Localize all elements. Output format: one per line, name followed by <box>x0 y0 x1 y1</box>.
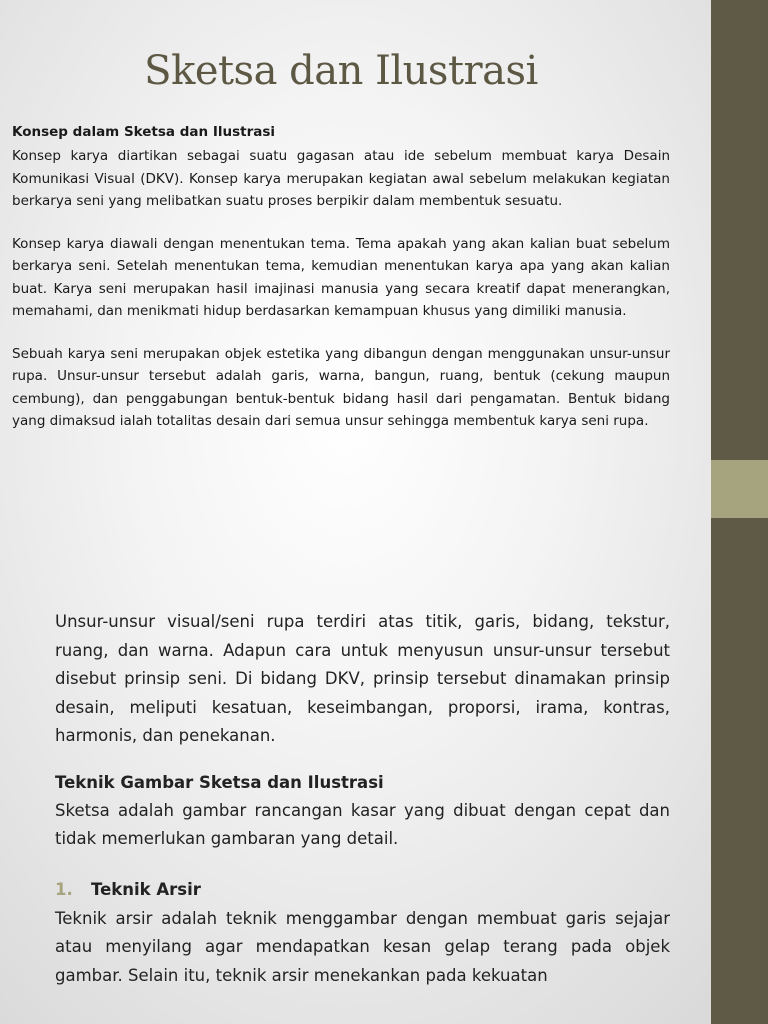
paragraph-concept-3: Sebuah karya seni merupakan objek estetika yang dibangun dengan menggunakan unsur-unsur rupa. Unsur-unsur tersebut adalah garis, warna, bangun, ruang, bentuk (cekung maupun cembung), dan penggabungan bentuk-bentuk bidang hasil dari pengamatan. Bentuk bidang yang dimaksud ialah totalitas desain dari semua unsur sehingga membentuk karya seni rupa. <box>12 345 670 429</box>
paragraph-hatching: Teknik arsir adalah teknik menggambar dengan membuat garis sejajar atau menyilang agar mendapatkan kesan gelap terang pada objek gambar. Selain itu, teknik arsir menekankan pada kekuatan <box>55 908 670 985</box>
list-item-heading <box>55 880 670 899</box>
side-accent-block <box>711 460 768 518</box>
section-heading-concept: Konsep dalam Sketsa dan Ilustrasi <box>12 124 275 140</box>
paragraph-visual-elements: Unsur-unsur visual/seni rupa terdiri atas titik, garis, bidang, tekstur, ruang, dan warna. Adapun cara untuk menyusun unsur-unsur tersebut disebut prinsip seni. Di bidang DKV, prinsip tersebut dinamakan prinsip desain, meliputi kesatuan, keseimbangan, proporsi, irama, kontras, harmonis, dan penekanan. <box>55 612 670 745</box>
page-title: Sketsa dan Ilustrasi <box>144 48 538 94</box>
paragraph-concept-1: Konsep karya diartikan sebagai suatu gagasan atau ide sebelum membuat karya Desain Komunikasi Visual (DKV). Konsep karya merupakan kegiatan awal sebelum melakukan kegiatan berkarya seni yang melibatkan suatu proses berpikir dalam membentuk sesuatu. <box>12 148 670 209</box>
paragraph-sketch-definition: Sketsa adalah gambar rancangan kasar yang dibuat dengan cepat dan tidak memerlukan gambaran yang detail. <box>55 800 670 848</box>
slide-concept <box>12 0 670 453</box>
slide-technique <box>55 608 670 990</box>
paragraph-concept-2: Konsep karya diawali dengan menentukan tema. Tema apakah yang akan kalian buat sebelum berkarya seni. Setelah menentukan tema, kemudian menentukan karya apa yang akan kalian buat. Karya seni merupakan hasil imajinasi manusia yang secara kreatif dapat menerangkan, memahami, dan menikmati hidup berdasarkan kemampuan khusus yang dimiliki manusia. <box>12 235 670 319</box>
list-item-label: Teknik Arsir <box>91 879 201 899</box>
list-number: 1. <box>55 879 73 899</box>
section-heading-technique: Teknik Gambar Sketsa dan Ilustrasi <box>55 772 384 792</box>
